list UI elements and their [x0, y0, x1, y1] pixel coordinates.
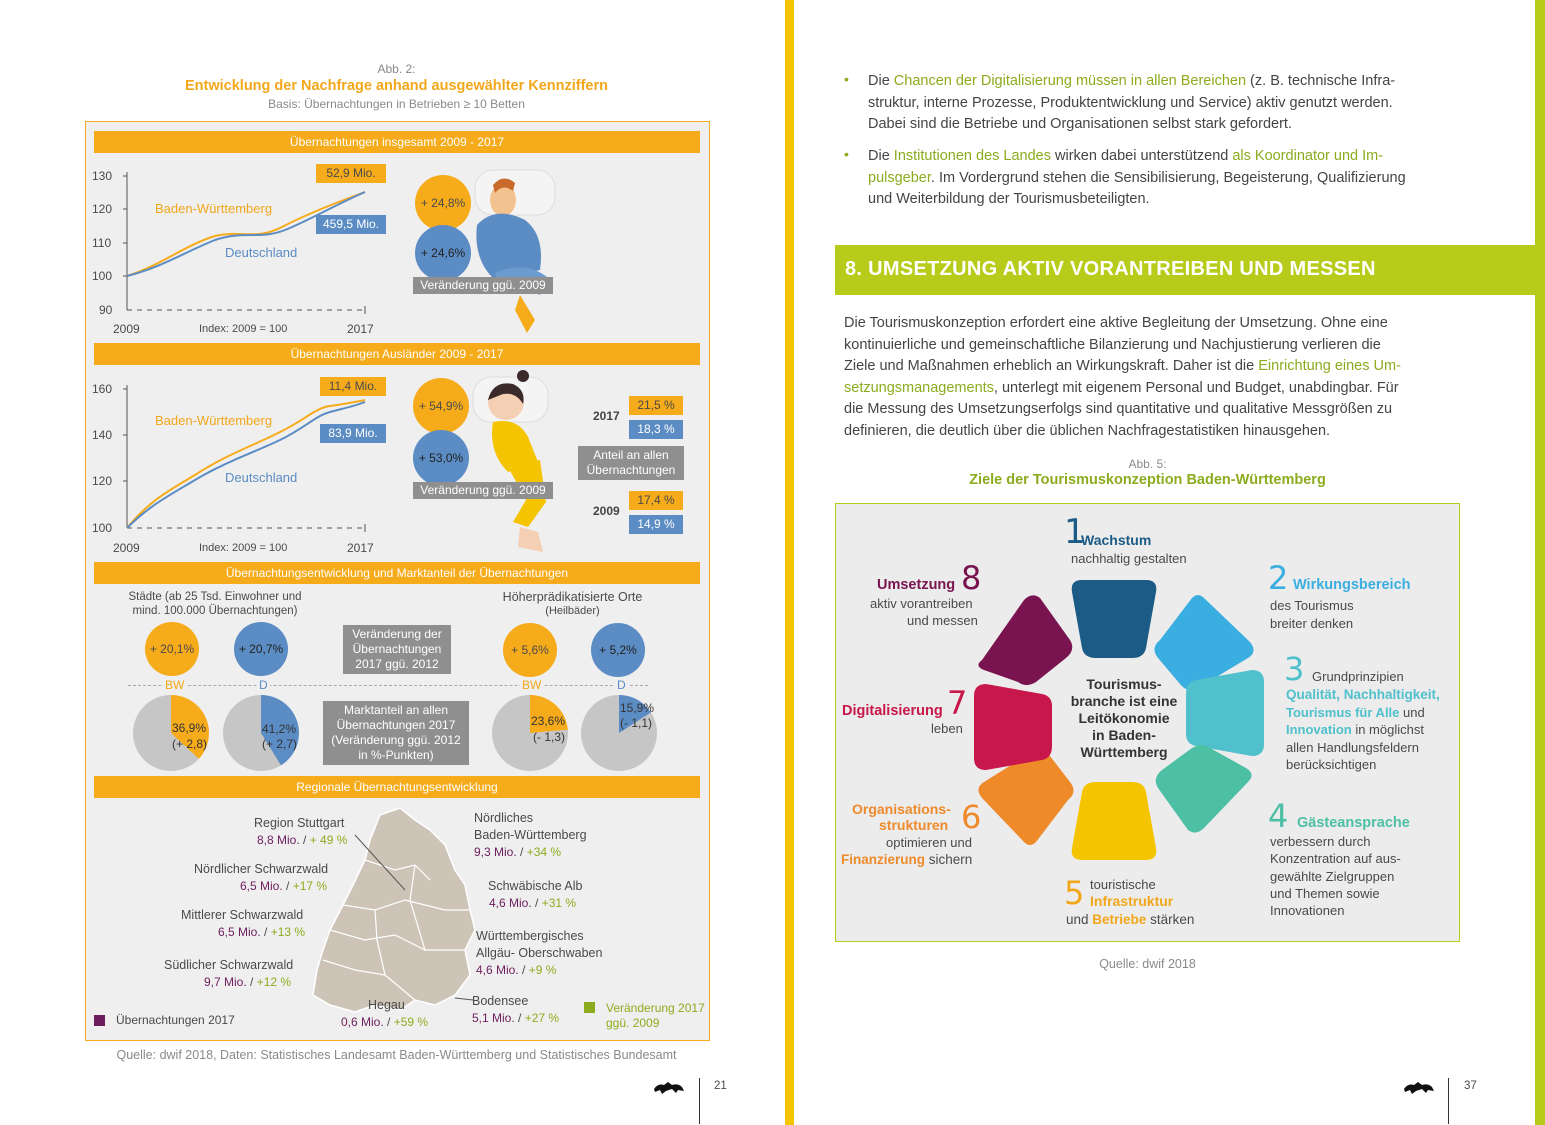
de-change-circle: + 53,0%: [413, 430, 469, 486]
region-value: 9,3 Mio.: [474, 845, 517, 859]
cities-label-2: mind. 100.000 Übernachtungen): [132, 605, 298, 617]
region-stats-m-schwarzwald: [218, 925, 305, 939]
bullet-marker: •: [844, 71, 849, 87]
figure-label: Abb. 5:: [1128, 457, 1167, 471]
legend-change-2: ggü. 2009: [606, 1016, 660, 1030]
goal-3-line-4: Innovation in möglichst: [1286, 722, 1424, 737]
y-tick-130: 130: [92, 169, 113, 183]
source-note: Quelle: dwif 2018: [1099, 957, 1196, 971]
label-d: D: [259, 678, 268, 692]
region-value: 8,8 Mio.: [257, 833, 300, 847]
share-2017-de: 18,3 %: [629, 420, 683, 439]
region-stats-allgaeu: [476, 963, 556, 977]
goal-4-line-1: verbessern durch: [1270, 834, 1371, 849]
region-change: +9 %: [528, 963, 557, 977]
goal-5-highlight: Infrastruktur: [1090, 893, 1174, 909]
chart-foreign-overnights: [90, 380, 400, 540]
label-bw: BW: [165, 678, 185, 692]
separator: /: [246, 975, 257, 989]
bullet-2-line-3: und Weiterbildung der Tourismusbeteiligten.: [868, 191, 1150, 207]
page-number-divider: [699, 1078, 700, 1124]
goal-4-title: Gästeansprache: [1297, 815, 1410, 831]
cities-de-share-change: (+ 2,7): [262, 737, 298, 751]
goal-1-number: 1: [1064, 512, 1086, 552]
region-value: 6,5 Mio.: [240, 879, 283, 893]
goal-5-number: 5: [1064, 874, 1085, 912]
goal-2-sub: des Tourismus: [1270, 598, 1354, 613]
lion-logo-icon: [1402, 1079, 1436, 1095]
de-total-value: 459,5 Mio.: [316, 215, 386, 234]
goal-3-line-5: allen Handlungsfeldern: [1286, 740, 1419, 755]
region-change: +13 %: [270, 925, 306, 939]
goal-3-line-3: Tourismus für Alle und: [1286, 705, 1425, 720]
legend-swatch-purple: [94, 1015, 105, 1026]
paragraph-line: setzungsmanagements, unterlegt mit eigenem Personal und Budget, unabdingbar. Für: [844, 379, 1399, 396]
center-statement: [1064, 676, 1184, 761]
spa-de-share: 15,9%: [620, 701, 655, 715]
yellow-rule: [785, 0, 794, 1125]
goal-2-sub-2: breiter denken: [1270, 616, 1354, 631]
de-change-circle: + 24,6%: [415, 225, 471, 281]
region-value: 0,6 Mio.: [341, 1015, 384, 1029]
figure-title: Entwicklung der Nachfrage anhand ausgewählter Kennziffern: [185, 78, 608, 94]
center-line: Tourismus-: [1086, 676, 1162, 692]
region-name-allgaeu: Württembergisches: [476, 929, 584, 943]
region-name-schwaebische-alb: Schwäbische Alb: [488, 879, 583, 893]
cities-label: Städte (ab 25 Tsd. Einwohner und: [128, 591, 302, 603]
change-caption-2: Veränderung ggü. 2009: [413, 482, 553, 499]
y-tick-140: 140: [92, 428, 113, 442]
goal-8-line-1: aktiv vorantreiben: [870, 596, 973, 611]
goal-4-line-5: Innovationen: [1270, 903, 1345, 918]
series-label-bw: Baden-Württemberg: [155, 413, 273, 428]
region-change: +27 %: [524, 1011, 560, 1025]
share-2009-de: 14,9 %: [629, 515, 683, 534]
bullet-1: [868, 71, 1468, 136]
de-foreign-value: 83,9 Mio.: [320, 424, 386, 443]
goal-4-number: 4: [1268, 797, 1289, 835]
separator: /: [260, 925, 271, 939]
sleeping-man-illustration: [455, 165, 565, 340]
index-note: Index: 2009 = 100: [199, 323, 288, 335]
goal-7-number: 7: [947, 684, 968, 722]
region-name-n-bw-2: Baden-Württemberg: [474, 828, 587, 842]
goal-8-line-2: und messen: [907, 613, 978, 628]
region-value: 4,6 Mio.: [476, 963, 519, 977]
cities-de-share: 41,2%: [262, 722, 297, 736]
y-tick-100: 100: [92, 269, 113, 283]
separator: /: [518, 963, 529, 977]
goal-5-line-1: touristische: [1090, 877, 1156, 892]
separator: /: [383, 1015, 394, 1029]
bullet-2-line-2: pulsgeber. Im Vordergrund stehen die Sensibilisierung, Begeisterung, Qualifizierung: [868, 169, 1406, 186]
label-bw: BW: [522, 678, 542, 692]
cities-bw-share-change: (+ 2,8): [172, 737, 208, 751]
paragraph-line: die Messung des Umsetzungserfolgs sind quantitative und qualitative Messgrößen zu: [844, 401, 1393, 417]
goal-6-number: 6: [961, 798, 982, 836]
index-note: Index: 2009 = 100: [199, 542, 288, 554]
lion-logo-icon: [652, 1079, 686, 1095]
x-end: 2017: [347, 322, 374, 336]
spa-bw-share-change: (- 1,3): [533, 730, 566, 744]
goal-6-highlight-2: strukturen: [879, 817, 949, 833]
goal-6-line-3: optimieren und: [886, 835, 972, 850]
bullet-marker: •: [844, 146, 849, 162]
section-heading: 8. UMSETZUNG AKTIV VORANTREIBEN UND MESSEN: [845, 258, 1376, 280]
year-2017: 2017: [593, 409, 620, 423]
goal-4-line-3: gewählte Zielgruppen: [1270, 869, 1395, 884]
separator: /: [516, 845, 527, 859]
bullet-2-line-1: Die Institutionen des Landes wirken dabei unterstützend als Koordinator und Im-: [868, 148, 1384, 164]
goal-4-line-2: Konzentration auf aus-: [1270, 851, 1401, 866]
goal-1-sub: nachhaltig gestalten: [1071, 551, 1187, 566]
page-number: 37: [1464, 1080, 1477, 1092]
y-tick-160: 160: [92, 382, 113, 396]
figure-label: Abb. 2:: [377, 62, 416, 76]
y-tick-110: 110: [92, 236, 112, 250]
goal-7-sub: leben: [931, 721, 963, 736]
y-tick-120: 120: [92, 474, 113, 488]
separator: /: [531, 896, 542, 910]
cities-de-change: + 20,7%: [234, 622, 288, 676]
cities-bw-share: 36,9%: [172, 721, 207, 735]
region-name-hegau: Hegau: [368, 998, 405, 1012]
region-change: + 49 %: [309, 833, 348, 847]
region-stats-schwaebische-alb: [489, 896, 576, 910]
bw-total-value: 52,9 Mio.: [316, 164, 386, 183]
region-stats-s-schwarzwald: [204, 975, 291, 989]
goal-3-line-6: berücksichtigen: [1286, 757, 1377, 772]
region-value: 4,6 Mio.: [489, 896, 532, 910]
goal-2-number: 2: [1268, 559, 1289, 597]
y-tick-120: 120: [92, 202, 113, 216]
region-stats-n-bw: [474, 845, 561, 859]
legend-swatch-green: [584, 1002, 595, 1013]
figure-basis: Basis: Übernachtungen in Betrieben ≥ 10 Betten: [268, 97, 525, 111]
bullet-1-line-2: struktur, interne Prozesse, Produktentwicklung und Service) aktiv genutzt werden.: [868, 94, 1393, 111]
goal-7-title: Digitalisierung: [842, 703, 943, 719]
share-2009-bw: 17,4 %: [629, 491, 683, 510]
region-change: +34 %: [526, 845, 562, 859]
series-label-bw: Baden-Württemberg: [155, 201, 273, 216]
goal-8-number: 8: [961, 559, 982, 597]
region-stats-bodensee: [472, 1011, 559, 1025]
goal-8-title: Umsetzung: [877, 577, 956, 593]
region-change: +31 %: [541, 896, 577, 910]
legend-nights: Übernachtungen 2017: [116, 1013, 235, 1027]
goal-3-number: 3: [1284, 650, 1305, 688]
paragraph-line: definieren, die deutlich über die üblichen Nachfragestatistiken hinausgehen.: [844, 422, 1331, 439]
legend-change: Veränderung 2017: [606, 1001, 705, 1015]
paragraph-line: Ziele und Maßnahmen erheblich an Wirkungskraft. Daher ist die Einrichtung eines Um-: [844, 358, 1401, 374]
spa-de-change: + 5,2%: [591, 623, 645, 677]
section-header-overnights-total: Übernachtungen insgesamt 2009 - 2017: [94, 131, 700, 153]
sleeping-woman-illustration: [458, 362, 558, 557]
goal-6-line-4: Finanzierung sichern: [841, 852, 973, 867]
y-tick-100: 100: [92, 521, 113, 535]
body-paragraph: [844, 313, 1464, 442]
change-caption-1: Veränderung ggü. 2009: [413, 277, 553, 294]
bw-change-circle: + 24,8%: [415, 175, 471, 231]
series-label-de: Deutschland: [225, 245, 298, 260]
separator: /: [282, 879, 293, 893]
center-line: branche ist eine: [1070, 693, 1178, 709]
region-stats-hegau: [341, 1015, 428, 1029]
source-note: Quelle: dwif 2018, Daten: Statistisches Landesamt Baden-Württemberg und Statistisches Bundesamt: [116, 1048, 677, 1062]
year-2009: 2009: [593, 504, 620, 518]
section-header-foreign-overnights: Übernachtungen Ausländer 2009 - 2017: [94, 343, 700, 365]
right-page: [794, 0, 1535, 1125]
y-tick-90: 90: [99, 303, 113, 317]
paragraph-line: kontinuierliche und gemeinschaftliche Bilanzierung und Nachjustierung verlieren die: [844, 336, 1381, 353]
page-number: 21: [714, 1080, 727, 1092]
region-name-allgaeu-2: Allgäu- Oberschwaben: [476, 946, 603, 960]
change-box: Veränderung der Übernachtungen 2017 ggü. 2012: [343, 625, 451, 674]
x-start: 2009: [113, 541, 140, 555]
page-number-divider: [1448, 1078, 1449, 1124]
region-change: +59 %: [393, 1015, 429, 1029]
region-name-s-schwarzwald: Südlicher Schwarzwald: [164, 958, 294, 972]
divider-line: [128, 685, 648, 686]
spa-label-2: (Heilbäder): [545, 605, 600, 617]
center-line: in Baden-: [1092, 727, 1156, 743]
region-value: 6,5 Mio.: [218, 925, 261, 939]
goal-4-line-4: und Themen sowie: [1270, 886, 1380, 901]
region-name-n-schwarzwald: Nördlicher Schwarzwald: [194, 862, 329, 876]
x-end: 2017: [347, 541, 374, 555]
region-stats-n-schwarzwald: [240, 879, 327, 893]
separator: /: [514, 1011, 525, 1025]
spa-bw-change: + 5,6%: [503, 623, 557, 677]
share-2017-bw: 21,5 %: [629, 396, 683, 415]
region-change: +12 %: [256, 975, 292, 989]
bullet-1-line-1: Die Chancen der Digitalisierung müssen in allen Bereichen (z. B. technische Infra-: [868, 73, 1396, 89]
bullet-1-line-3: Dabei sind die Betriebe und Organisationen selbst stark gefordert.: [868, 116, 1292, 132]
green-rule: [1535, 0, 1545, 1125]
region-name-stuttgart: Region Stuttgart: [254, 816, 345, 830]
spa-label: Höherprädikatisierte Orte: [502, 590, 643, 604]
section-header-regional: Regionale Übernachtungsentwicklung: [94, 776, 700, 798]
paragraph-line: Die Tourismuskonzeption erfordert eine aktive Begleitung der Umsetzung. Ohne eine: [844, 315, 1388, 331]
region-value: 5,1 Mio.: [472, 1011, 515, 1025]
x-start: 2009: [113, 322, 140, 336]
label-d: D: [617, 678, 626, 692]
center-line: Württemberg: [1080, 744, 1168, 760]
figure-title: Ziele der Tourismuskonzeption Baden-Württemberg: [969, 472, 1326, 488]
goal-3-highlight-1: Qualität, Nachhaltigkeit,: [1286, 687, 1440, 702]
region-change: +17 %: [292, 879, 328, 893]
section-header-market-share: Übernachtungsentwicklung und Marktanteil der Übernachtungen: [94, 562, 700, 584]
separator: /: [299, 833, 310, 847]
goal-3-title: Grundprinzipien: [1312, 669, 1404, 684]
region-name-m-schwarzwald: Mittlerer Schwarzwald: [181, 908, 304, 922]
goal-2-title: Wirkungsbereich: [1293, 577, 1411, 593]
share-caption: Anteil an allen Übernachtungen: [578, 446, 684, 480]
spa-de-share-change: (- 1,1): [620, 716, 653, 730]
cities-bw-change: + 20,1%: [145, 622, 199, 676]
bullet-2: [868, 146, 1468, 211]
center-line: Leitökonomie: [1078, 710, 1170, 726]
bw-foreign-value: 11,4 Mio.: [320, 377, 386, 396]
goal-1-title: Wachstum: [1081, 532, 1152, 548]
region-name-bodensee: Bodensee: [472, 994, 529, 1008]
spa-bw-share: 23,6%: [531, 714, 566, 728]
share-box: Marktanteil an allen Übernachtungen 2017 (Veränderung ggü. 2012 in %-Punkten): [323, 701, 469, 765]
region-stats-stuttgart: [257, 833, 347, 847]
region-value: 9,7 Mio.: [204, 975, 247, 989]
series-label-de: Deutschland: [225, 470, 298, 485]
region-name-n-bw: Nördliches: [474, 811, 534, 825]
bw-change-circle: + 54,9%: [413, 378, 469, 434]
goal-5-line-3: und Betriebe stärken: [1066, 912, 1195, 927]
goal-6-highlight-1: Organisations-: [852, 801, 951, 817]
